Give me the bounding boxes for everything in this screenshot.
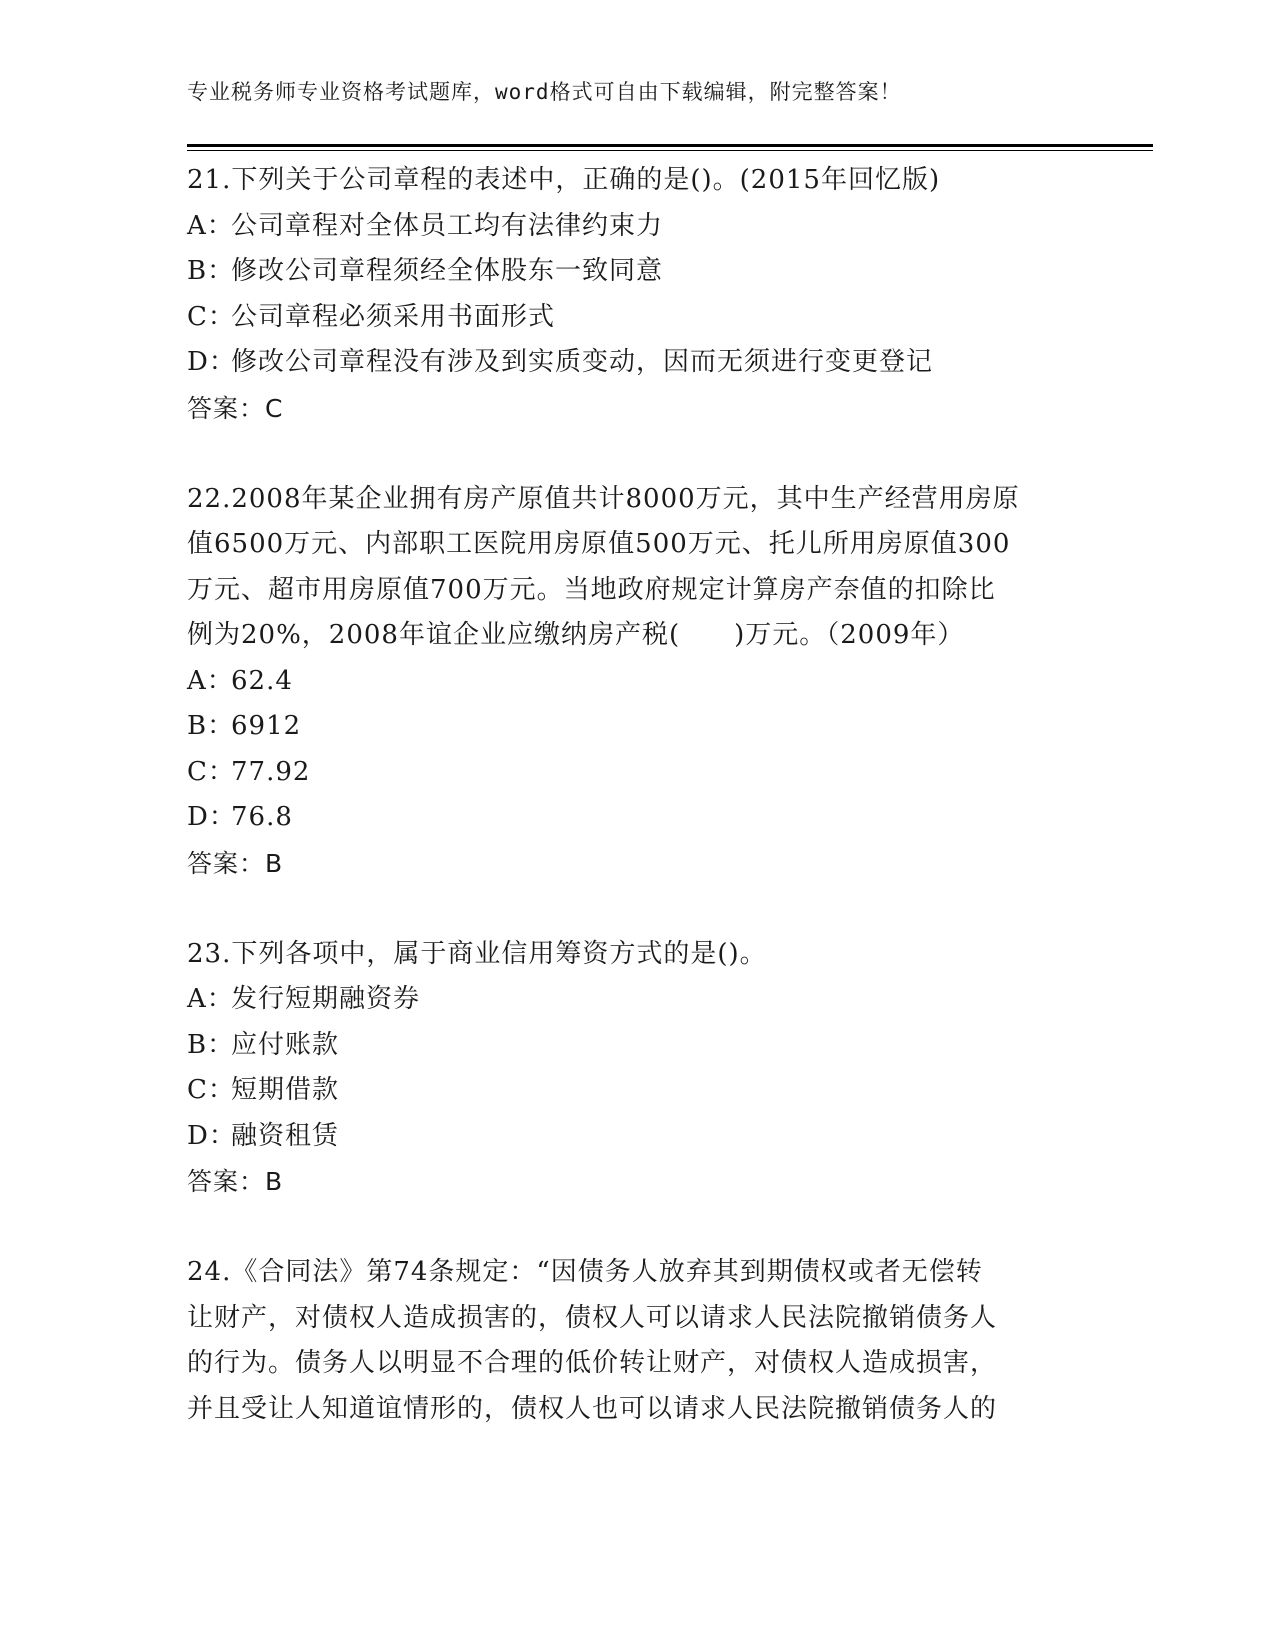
option-text: 短期借款	[231, 1075, 340, 1105]
option-text: 76.8	[231, 802, 293, 832]
option-d	[187, 1114, 1087, 1160]
header-rule-thin	[187, 150, 1153, 151]
option-d	[187, 340, 1087, 386]
question-spacer	[187, 431, 1087, 477]
option-c	[187, 1068, 1087, 1114]
header-rule-thick	[187, 144, 1153, 147]
option-b	[187, 704, 1087, 750]
option-letter: B：	[187, 1029, 235, 1060]
question-list	[187, 158, 1087, 1432]
question-text-line: 22.2008年某企业拥有房产原值共计8000万元，其中生产经营用房原	[187, 483, 1020, 514]
option-text: 公司章程必须采用书面形式	[231, 301, 556, 332]
question-spacer	[187, 1205, 1087, 1251]
option-b	[187, 1023, 1087, 1069]
question-text-line: 的行为。债务人以明显不合理的低价转让财产，对债权人造成损害，	[187, 1348, 998, 1378]
question-text-line: 21.下列关于公司章程的表述中，正确的是()。(2015年回忆版)	[187, 165, 941, 195]
option-text: 融资租赁	[231, 1120, 340, 1151]
option-letter: A：	[187, 210, 234, 241]
question-text-line: 24.《合同法》第74条规定：“因债务人放弃其到期债权或者无偿转	[187, 1257, 983, 1287]
option-letter: A：	[187, 984, 234, 1014]
option-letter: A：	[187, 665, 234, 696]
answer-line: 答案：C	[187, 393, 284, 423]
question-spacer	[187, 886, 1087, 932]
option-text: 6912	[231, 711, 302, 741]
question-text-line: 23.下列各项中，属于商业信用筹资方式的是()。	[187, 938, 767, 969]
option-text: 修改公司章程须经全体股东一致同意	[231, 256, 664, 286]
option-letter: C：	[187, 756, 235, 787]
question-text-line: 例为20%，2008年谊企业应缴纳房产税( )万元。（2009年）	[187, 620, 965, 650]
question-21	[187, 158, 1087, 431]
option-text: 发行短期融资券	[231, 984, 421, 1014]
answer-line: 答案：B	[187, 848, 284, 878]
question-text-line: 让财产，对债权人造成损害的，债权人可以请求人民法院撤销债务人	[187, 1302, 998, 1333]
option-a	[187, 659, 1087, 705]
question-22	[187, 477, 1087, 887]
option-d	[187, 795, 1087, 841]
option-text: 修改公司章程没有涉及到实质变动，因而无须进行变更登记	[231, 347, 934, 377]
option-b	[187, 249, 1087, 295]
page-header: 专业税务师专业资格考试题库，word格式可自由下载编辑，附完整答案！	[187, 80, 902, 104]
option-c	[187, 750, 1087, 796]
option-a	[187, 204, 1087, 250]
option-letter: D：	[187, 347, 236, 377]
option-letter: C：	[187, 1075, 235, 1105]
question-24	[187, 1250, 1087, 1432]
question-text-line: 值6500万元、内部职工医院用房原值500万元、托儿所用房原值300	[187, 529, 1011, 559]
question-23	[187, 932, 1087, 1205]
option-text: 77.92	[231, 756, 311, 787]
option-text: 62.4	[231, 665, 293, 696]
option-c	[187, 295, 1087, 341]
option-letter: D：	[187, 802, 236, 832]
option-letter: C：	[187, 301, 235, 332]
option-text: 公司章程对全体员工均有法律约束力	[231, 210, 664, 241]
option-letter: B：	[187, 711, 235, 741]
option-a	[187, 977, 1087, 1023]
option-letter: B：	[187, 256, 235, 286]
question-text-line: 并且受让人知道谊情形的，债权人也可以请求人民法院撤销债务人的	[187, 1393, 998, 1424]
answer-line: 答案：B	[187, 1167, 284, 1196]
option-letter: D：	[187, 1120, 236, 1151]
option-text: 应付账款	[231, 1029, 340, 1060]
question-text-line: 万元、超市用房原值700万元。当地政府规定计算房产奈值的扣除比	[187, 574, 996, 605]
